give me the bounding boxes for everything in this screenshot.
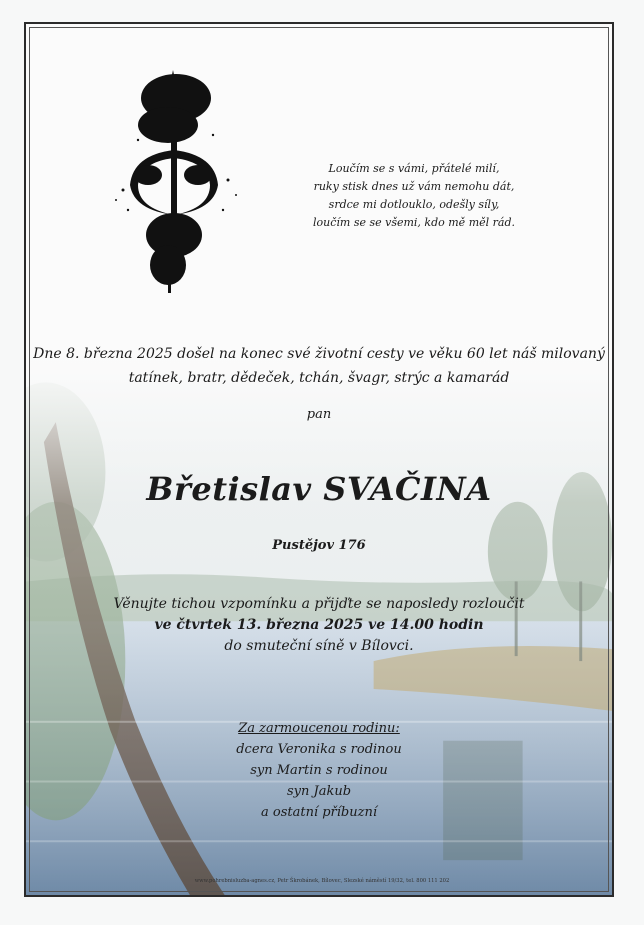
poem-line: srdce mi dotlouklo, odešly síly, <box>328 198 500 211</box>
family-member: syn Martin s rodinou <box>250 763 388 778</box>
announcement-line: Dne 8. března 2025 došel na konec své životní cesty ve věku 60 let náš milovaný <box>33 346 605 362</box>
family-member: dcera Veronika s rodinou <box>236 742 402 757</box>
deceased-address: Pustějov 176 <box>272 538 366 553</box>
poem-line: Loučím se s vámi, přátelé milí, <box>328 162 500 175</box>
farewell-poem <box>309 160 519 232</box>
family-member: syn Jakub <box>286 784 352 799</box>
tree-emblem-icon <box>98 70 248 295</box>
invitation-line: Věnujte tichou vzpomínku a přijďte se naposledy rozloučit <box>113 596 525 612</box>
funeral-date-time: ve čtvrtek 13. března 2025 ve 14.00 hodin <box>154 617 484 633</box>
funeral-location: do smuteční síně v Bílovci. <box>224 638 414 654</box>
announcement-line: tatínek, bratr, dědeček, tchán, švagr, strýc a kamarád <box>128 370 510 386</box>
poem-line: ruky stisk dnes už vám nemohu dát, <box>313 180 515 193</box>
obituary-card <box>24 22 614 897</box>
salutation: pan <box>306 407 332 422</box>
deceased-name: Břetislav SVAČINA <box>146 470 492 508</box>
poem-line: loučím se se všemi, kdo mě měl rád. <box>312 216 516 229</box>
funeral-invitation <box>26 594 612 657</box>
family-heading: Za zarmoucenou rodinu: <box>238 721 400 736</box>
death-announcement <box>26 342 612 390</box>
funeral-service-footer: www.pohrebnisluzba-agnes.cz, Petr Škrobánek, Bílovec, Slezské náměstí 19/32, tel. 800 111 202 <box>194 878 450 884</box>
family-member: a ostatní příbuzní <box>260 805 377 820</box>
mourning-family <box>26 718 612 823</box>
